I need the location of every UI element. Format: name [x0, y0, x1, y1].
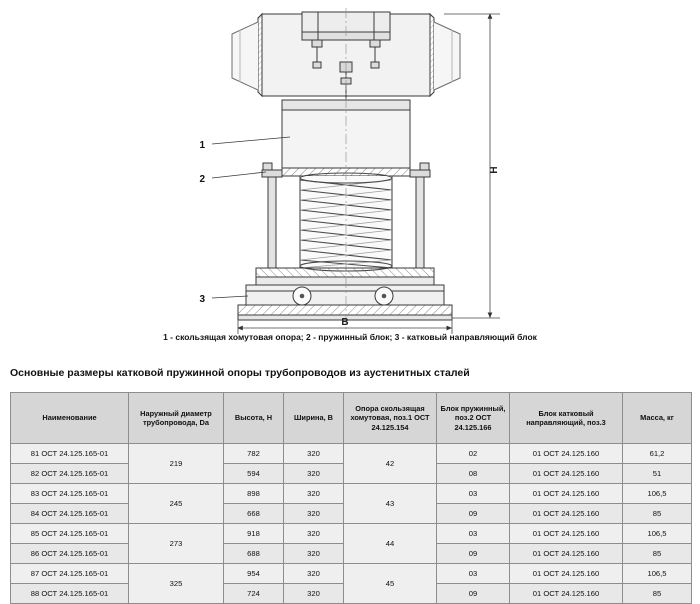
cell-spring-block: 09: [437, 504, 510, 524]
cell-roller-guide-block: 01 ОСТ 24.125.160: [510, 484, 623, 504]
cell-outer-diameter: 219: [129, 444, 224, 484]
cell-spring-block: 03: [437, 484, 510, 504]
column-header-sliding-clamp-support: Опора скользящая хомутовая, поз.1 ОСТ 24.125.154: [344, 393, 437, 444]
cell-spring-block: 03: [437, 524, 510, 544]
cell-roller-guide-block: 01 ОСТ 24.125.160: [510, 504, 623, 524]
cell-width: 320: [284, 564, 344, 584]
cell-height: 724: [224, 584, 284, 604]
table-body: [11, 444, 692, 604]
column-header-width: Ширина, В: [284, 393, 344, 444]
cell-mass: 106,5: [623, 564, 692, 584]
cell-height: 668: [224, 504, 284, 524]
cell-name: 84 ОСТ 24.125.165-01: [11, 504, 129, 524]
cell-spring-block: 08: [437, 464, 510, 484]
cell-outer-diameter: 273: [129, 524, 224, 564]
table-header-row: [11, 393, 692, 444]
cell-height: 918: [224, 524, 284, 544]
dimension-height-label: H: [489, 166, 500, 174]
cell-width: 320: [284, 584, 344, 604]
cell-sliding-clamp-support: 45: [344, 564, 437, 604]
cell-spring-block: 09: [437, 584, 510, 604]
cell-mass: 61,2: [623, 444, 692, 464]
cell-width: 320: [284, 544, 344, 564]
column-header-roller-guide-block: Блок катковый направляющий, поз.3: [510, 393, 623, 444]
cell-width: 320: [284, 504, 344, 524]
table-caption: Основные размеры катковой пружинной опоры трубопроводов из аустенитных сталей: [10, 367, 470, 379]
cell-name: 86 ОСТ 24.125.165-01: [11, 544, 129, 564]
cell-name: 81 ОСТ 24.125.165-01: [11, 444, 129, 464]
cell-width: 320: [284, 464, 344, 484]
spring-block-bottom-plate: [256, 268, 434, 285]
callout-1: 1: [199, 140, 205, 151]
cell-sliding-clamp-support: 43: [344, 484, 437, 524]
cell-spring-block: 02: [437, 444, 510, 464]
callout-3: 3: [199, 294, 205, 305]
callout-2: 2: [199, 174, 205, 185]
column-header-name: Наименование: [11, 393, 129, 444]
cell-width: 320: [284, 484, 344, 504]
column-header-mass: Масса, кг: [623, 393, 692, 444]
cell-name: 85 ОСТ 24.125.165-01: [11, 524, 129, 544]
cell-mass: 51: [623, 464, 692, 484]
cell-roller-guide-block: 01 ОСТ 24.125.160: [510, 544, 623, 564]
cell-outer-diameter: 245: [129, 484, 224, 524]
table-row: [11, 444, 692, 464]
cell-width: 320: [284, 524, 344, 544]
cell-height: 898: [224, 484, 284, 504]
cell-roller-guide-block: 01 ОСТ 24.125.160: [510, 524, 623, 544]
cell-mass: 85: [623, 544, 692, 564]
dimensions-table-wrapper: [10, 392, 691, 604]
column-header-spring-block: Блок пружинный, поз.2 ОСТ 24.125.166: [437, 393, 510, 444]
cell-spring-block: 09: [437, 544, 510, 564]
cell-height: 594: [224, 464, 284, 484]
drawing-legend: 1 - скользящая хомутовая опора; 2 - пружинный блок; 3 - катковый направляющий блок: [163, 332, 537, 342]
roller-guide-block: [238, 285, 452, 320]
dimensions-table: [10, 392, 692, 604]
table-row: [11, 484, 692, 504]
cell-height: 688: [224, 544, 284, 564]
table-head: [11, 393, 692, 444]
cell-roller-guide-block: 01 ОСТ 24.125.160: [510, 464, 623, 484]
cell-name: 82 ОСТ 24.125.165-01: [11, 464, 129, 484]
cell-name: 83 ОСТ 24.125.165-01: [11, 484, 129, 504]
cell-outer-diameter: 325: [129, 564, 224, 604]
table-row: [11, 564, 692, 584]
cell-mass: 85: [623, 584, 692, 604]
cell-sliding-clamp-support: 44: [344, 524, 437, 564]
table-row: [11, 524, 692, 544]
cell-mass: 106,5: [623, 484, 692, 504]
cell-name: 87 ОСТ 24.125.165-01: [11, 564, 129, 584]
cell-height: 782: [224, 444, 284, 464]
cell-spring-block: 03: [437, 564, 510, 584]
cell-roller-guide-block: 01 ОСТ 24.125.160: [510, 564, 623, 584]
cell-name: 88 ОСТ 24.125.165-01: [11, 584, 129, 604]
cell-height: 954: [224, 564, 284, 584]
cell-mass: 106,5: [623, 524, 692, 544]
cell-mass: 85: [623, 504, 692, 524]
dimension-width-label: B: [341, 317, 349, 328]
cell-roller-guide-block: 01 ОСТ 24.125.160: [510, 444, 623, 464]
column-header-outer-diameter: Наружный диаметр трубопровода, Da: [129, 393, 224, 444]
cell-roller-guide-block: 01 ОСТ 24.125.160: [510, 584, 623, 604]
column-header-height: Высота, Н: [224, 393, 284, 444]
cell-width: 320: [284, 444, 344, 464]
cell-sliding-clamp-support: 42: [344, 444, 437, 484]
